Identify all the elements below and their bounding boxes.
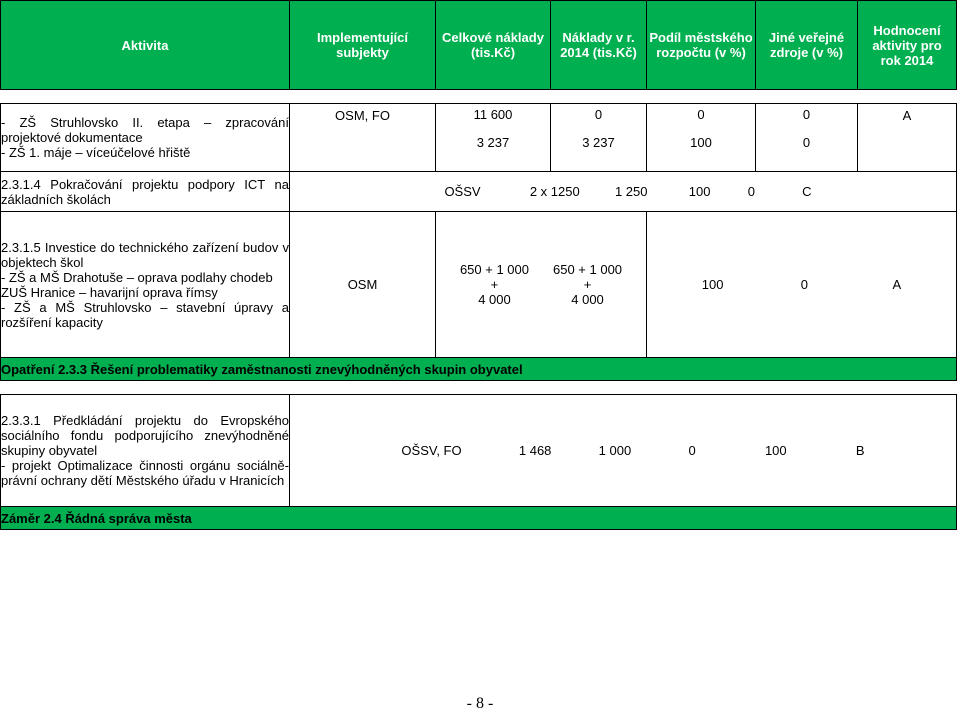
header-jine-zdroje: Jiné veřejné zdroje (v %)	[756, 1, 858, 90]
table-row	[1, 104, 957, 172]
spacer-row	[1, 381, 957, 395]
subjekty-cell: OŠSV, FO	[401, 443, 462, 458]
podil-cell: 0	[688, 443, 696, 458]
hodnoceni-cell: A	[858, 104, 957, 172]
naklady-cell: 650 + 1 000 + 4 000	[553, 262, 623, 307]
header-subjekty: Implementující subjekty	[290, 1, 436, 90]
celkove-cell: 11 600 3 237	[436, 104, 551, 172]
page-number: - 8 -	[466, 695, 494, 712]
header-hodnoceni: Hodnocení aktivity pro rok 2014	[858, 1, 957, 90]
podil-cell: 100	[701, 277, 724, 292]
celkove-cell: 2 x 1250	[529, 184, 580, 199]
subjekty-cell: OŠSV	[444, 184, 481, 199]
celkove-cell: 1 468	[518, 443, 552, 458]
header-aktivita: Aktivita	[1, 1, 290, 90]
row-values	[647, 212, 957, 358]
header-podil: Podíl městského rozpočtu (v %)	[647, 1, 756, 90]
hodnoceni-cell: C	[802, 184, 812, 199]
table-row	[1, 395, 957, 507]
hodnoceni-cell: A	[892, 277, 902, 292]
section-heading: Opatření 2.3.3 Řešení problematiky zaměstnanosti znevýhodněných skupin obyvatel	[1, 358, 957, 381]
jine-cell: 0	[800, 277, 808, 292]
activity-description: - ZŠ Struhlovsko II. etapa – zpracování projektové dokumentace - ZŠ 1. máje – víceúčelové hřiště	[1, 104, 290, 172]
podil-cell: 100	[688, 184, 711, 199]
activity-description: 2.3.1.4 Pokračování projektu podpory ICT na základních školách	[1, 172, 290, 212]
spacer-row	[1, 90, 957, 104]
podil-cell: 0 100	[647, 104, 756, 172]
jine-cell: 0 0	[756, 104, 858, 172]
header-celkove-naklady: Celkové náklady (tis.Kč)	[436, 1, 551, 90]
header-row	[1, 1, 957, 90]
jine-cell: 100	[764, 443, 787, 458]
section-row	[1, 358, 957, 381]
table-row	[1, 172, 957, 212]
jine-cell: 0	[747, 184, 755, 199]
table-row	[1, 212, 957, 358]
hodnoceni-cell: B	[855, 443, 865, 458]
celkove-cell: 650 + 1 000 + 4 000	[459, 262, 529, 307]
row-values	[290, 172, 957, 212]
activity-description: 2.3.3.1 Předkládání projektu do Evropského sociálního fondu podporujícího znevýhodněné skupiny obyvatel - projekt Optimalizace činnosti orgánu sociálně-právní ochrany dětí Městského úřadu v Hranicích	[1, 395, 290, 507]
section-heading: Záměr 2.4 Řádná správa města	[1, 507, 957, 530]
naklady-cell: 1 000	[598, 443, 632, 458]
naklady-cell: 1 250	[614, 184, 648, 199]
row-values	[290, 395, 957, 507]
costs-cell	[436, 212, 647, 358]
section-row	[1, 507, 957, 530]
header-naklady-2014: Náklady v r. 2014 (tis.Kč)	[551, 1, 647, 90]
subjekty-cell: OSM, FO	[290, 104, 436, 172]
naklady-cell: 0 3 237	[551, 104, 647, 172]
subjekty-cell: OSM	[290, 212, 436, 358]
activity-description: 2.3.1.5 Investice do technického zařízení budov v objektech škol - ZŠ a MŠ Drahotuše – oprava podlahy chodeb ZUŠ Hranice – havarijní oprava římsy - ZŠ a MŠ Struhlovsko – stavební úpravy a rozšíření kapacity	[1, 212, 290, 358]
